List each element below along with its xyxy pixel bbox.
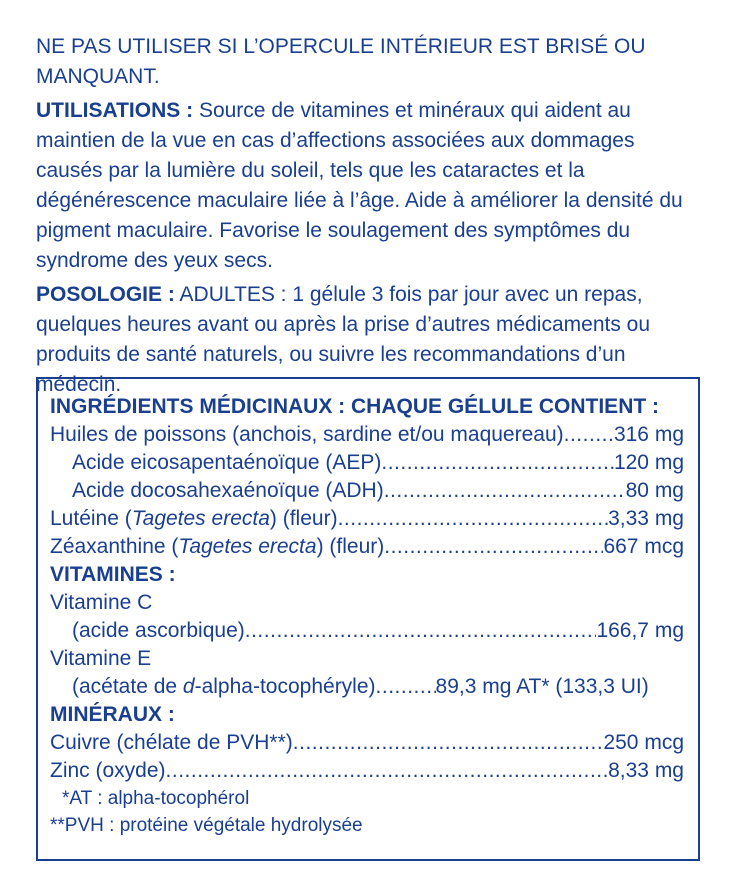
ingredient-name bbox=[72, 673, 376, 701]
ingredient-name: Cuivre (chélate de PVH**) bbox=[50, 731, 293, 754]
ingredient-row-zinc bbox=[50, 757, 684, 785]
dosage-text: ADULTES : 1 gélule 3 fois par jour avec un repas, quelques heures avant ou après la prise d’autres médicaments ou produits de santé naturels, ou suivre les recommandations d’un médecin. bbox=[36, 283, 651, 396]
name-prefix: Zéaxanthine ( bbox=[50, 535, 179, 558]
dot-leader bbox=[338, 505, 609, 533]
ingredient-value: 250 mcg bbox=[603, 731, 684, 754]
name-suffix: ) (fleur) bbox=[316, 535, 385, 558]
dot-leader bbox=[376, 673, 436, 701]
latin-name: Tagetes erecta bbox=[131, 507, 270, 530]
ingredient-name bbox=[50, 505, 338, 533]
ingredient-name: Huiles de poissons (anchois, sardine et/ou maquereau) bbox=[50, 423, 564, 446]
dot-leader bbox=[166, 757, 609, 785]
name-suffix: -alpha-tocophéryle) bbox=[194, 675, 376, 698]
uses-text: Source de vitamines et minéraux qui aident au maintien de la vue en cas d’affections associées aux dommages causés par la lumière du soleil, tels que les cataractes et la dégénérescence maculaire liée à l’âge. Aide à améliorer la densité du pigment maculaire. Favorise le soulagement des symptômes du syndrome des yeux secs. bbox=[36, 99, 683, 272]
ingredient-row-vitamin-c bbox=[50, 617, 684, 645]
ingredient-value: 120 mg bbox=[613, 451, 684, 474]
vitamin-e-name: Vitamine E bbox=[50, 647, 152, 670]
ingredient-row-dha bbox=[50, 477, 684, 505]
ingredient-row-epa bbox=[50, 449, 684, 477]
footnote-pvh: **PVH : protéine végétale hydrolysée bbox=[50, 815, 363, 836]
ingredient-name: (acide ascorbique) bbox=[72, 619, 245, 642]
vitamin-c-name: Vitamine C bbox=[50, 591, 153, 614]
ingredient-row-fish-oil bbox=[50, 421, 684, 449]
ingredient-value: 166,7 mg bbox=[596, 619, 684, 642]
ingredient-row-lutein bbox=[50, 505, 684, 533]
vitamins-heading: VITAMINES : bbox=[50, 563, 176, 586]
dot-leader bbox=[245, 617, 597, 645]
ingredient-value: 667 mcg bbox=[603, 535, 684, 558]
footnote-at: *AT : alpha-tocophérol bbox=[62, 788, 250, 809]
ingredient-name: Zinc (oxyde) bbox=[50, 759, 166, 782]
ingredient-row-vitamin-e bbox=[50, 673, 684, 701]
ingredients-box bbox=[36, 377, 700, 861]
dot-leader bbox=[381, 449, 614, 477]
dot-leader bbox=[293, 729, 604, 757]
ingredient-row-zeaxanthin bbox=[50, 533, 684, 561]
ingredient-value: 80 mg bbox=[625, 479, 684, 502]
dot-leader bbox=[564, 421, 614, 449]
dosage-label: POSOLOGIE : bbox=[36, 283, 175, 306]
ingredient-row-copper bbox=[50, 729, 684, 757]
dot-leader bbox=[384, 533, 603, 561]
uses-paragraph bbox=[36, 96, 703, 276]
dot-leader bbox=[384, 477, 626, 505]
ingredient-name: Acide docosahexaénoïque (ADH) bbox=[72, 479, 384, 502]
name-suffix: ) (fleur) bbox=[269, 507, 338, 530]
latin-name: Tagetes erecta bbox=[178, 535, 317, 558]
ingredient-name: Acide eicosapentaénoïque (AEP) bbox=[72, 451, 382, 474]
ingredient-value: 8,33 mg bbox=[608, 759, 684, 782]
ingredient-value: 316 mg bbox=[613, 423, 684, 446]
name-prefix: (acétate de bbox=[72, 675, 183, 698]
name-prefix: Lutéine ( bbox=[50, 507, 132, 530]
uses-label: UTILISATIONS : bbox=[36, 99, 194, 122]
ingredients-title: INGRÉDIENTS MÉDICINAUX : CHAQUE GÉLULE CONTIENT : bbox=[50, 395, 660, 418]
italic-d: d bbox=[182, 675, 195, 698]
minerals-heading: MINÉRAUX : bbox=[50, 703, 175, 726]
ingredient-name bbox=[50, 533, 384, 561]
ingredient-value: 89,3 mg AT* (133,3 UI) bbox=[435, 675, 649, 698]
ingredient-value: 3,33 mg bbox=[608, 507, 684, 530]
warning-text: NE PAS UTILISER SI L’OPERCULE INTÉRIEUR EST BRISÉ OU MANQUANT. bbox=[36, 35, 646, 88]
